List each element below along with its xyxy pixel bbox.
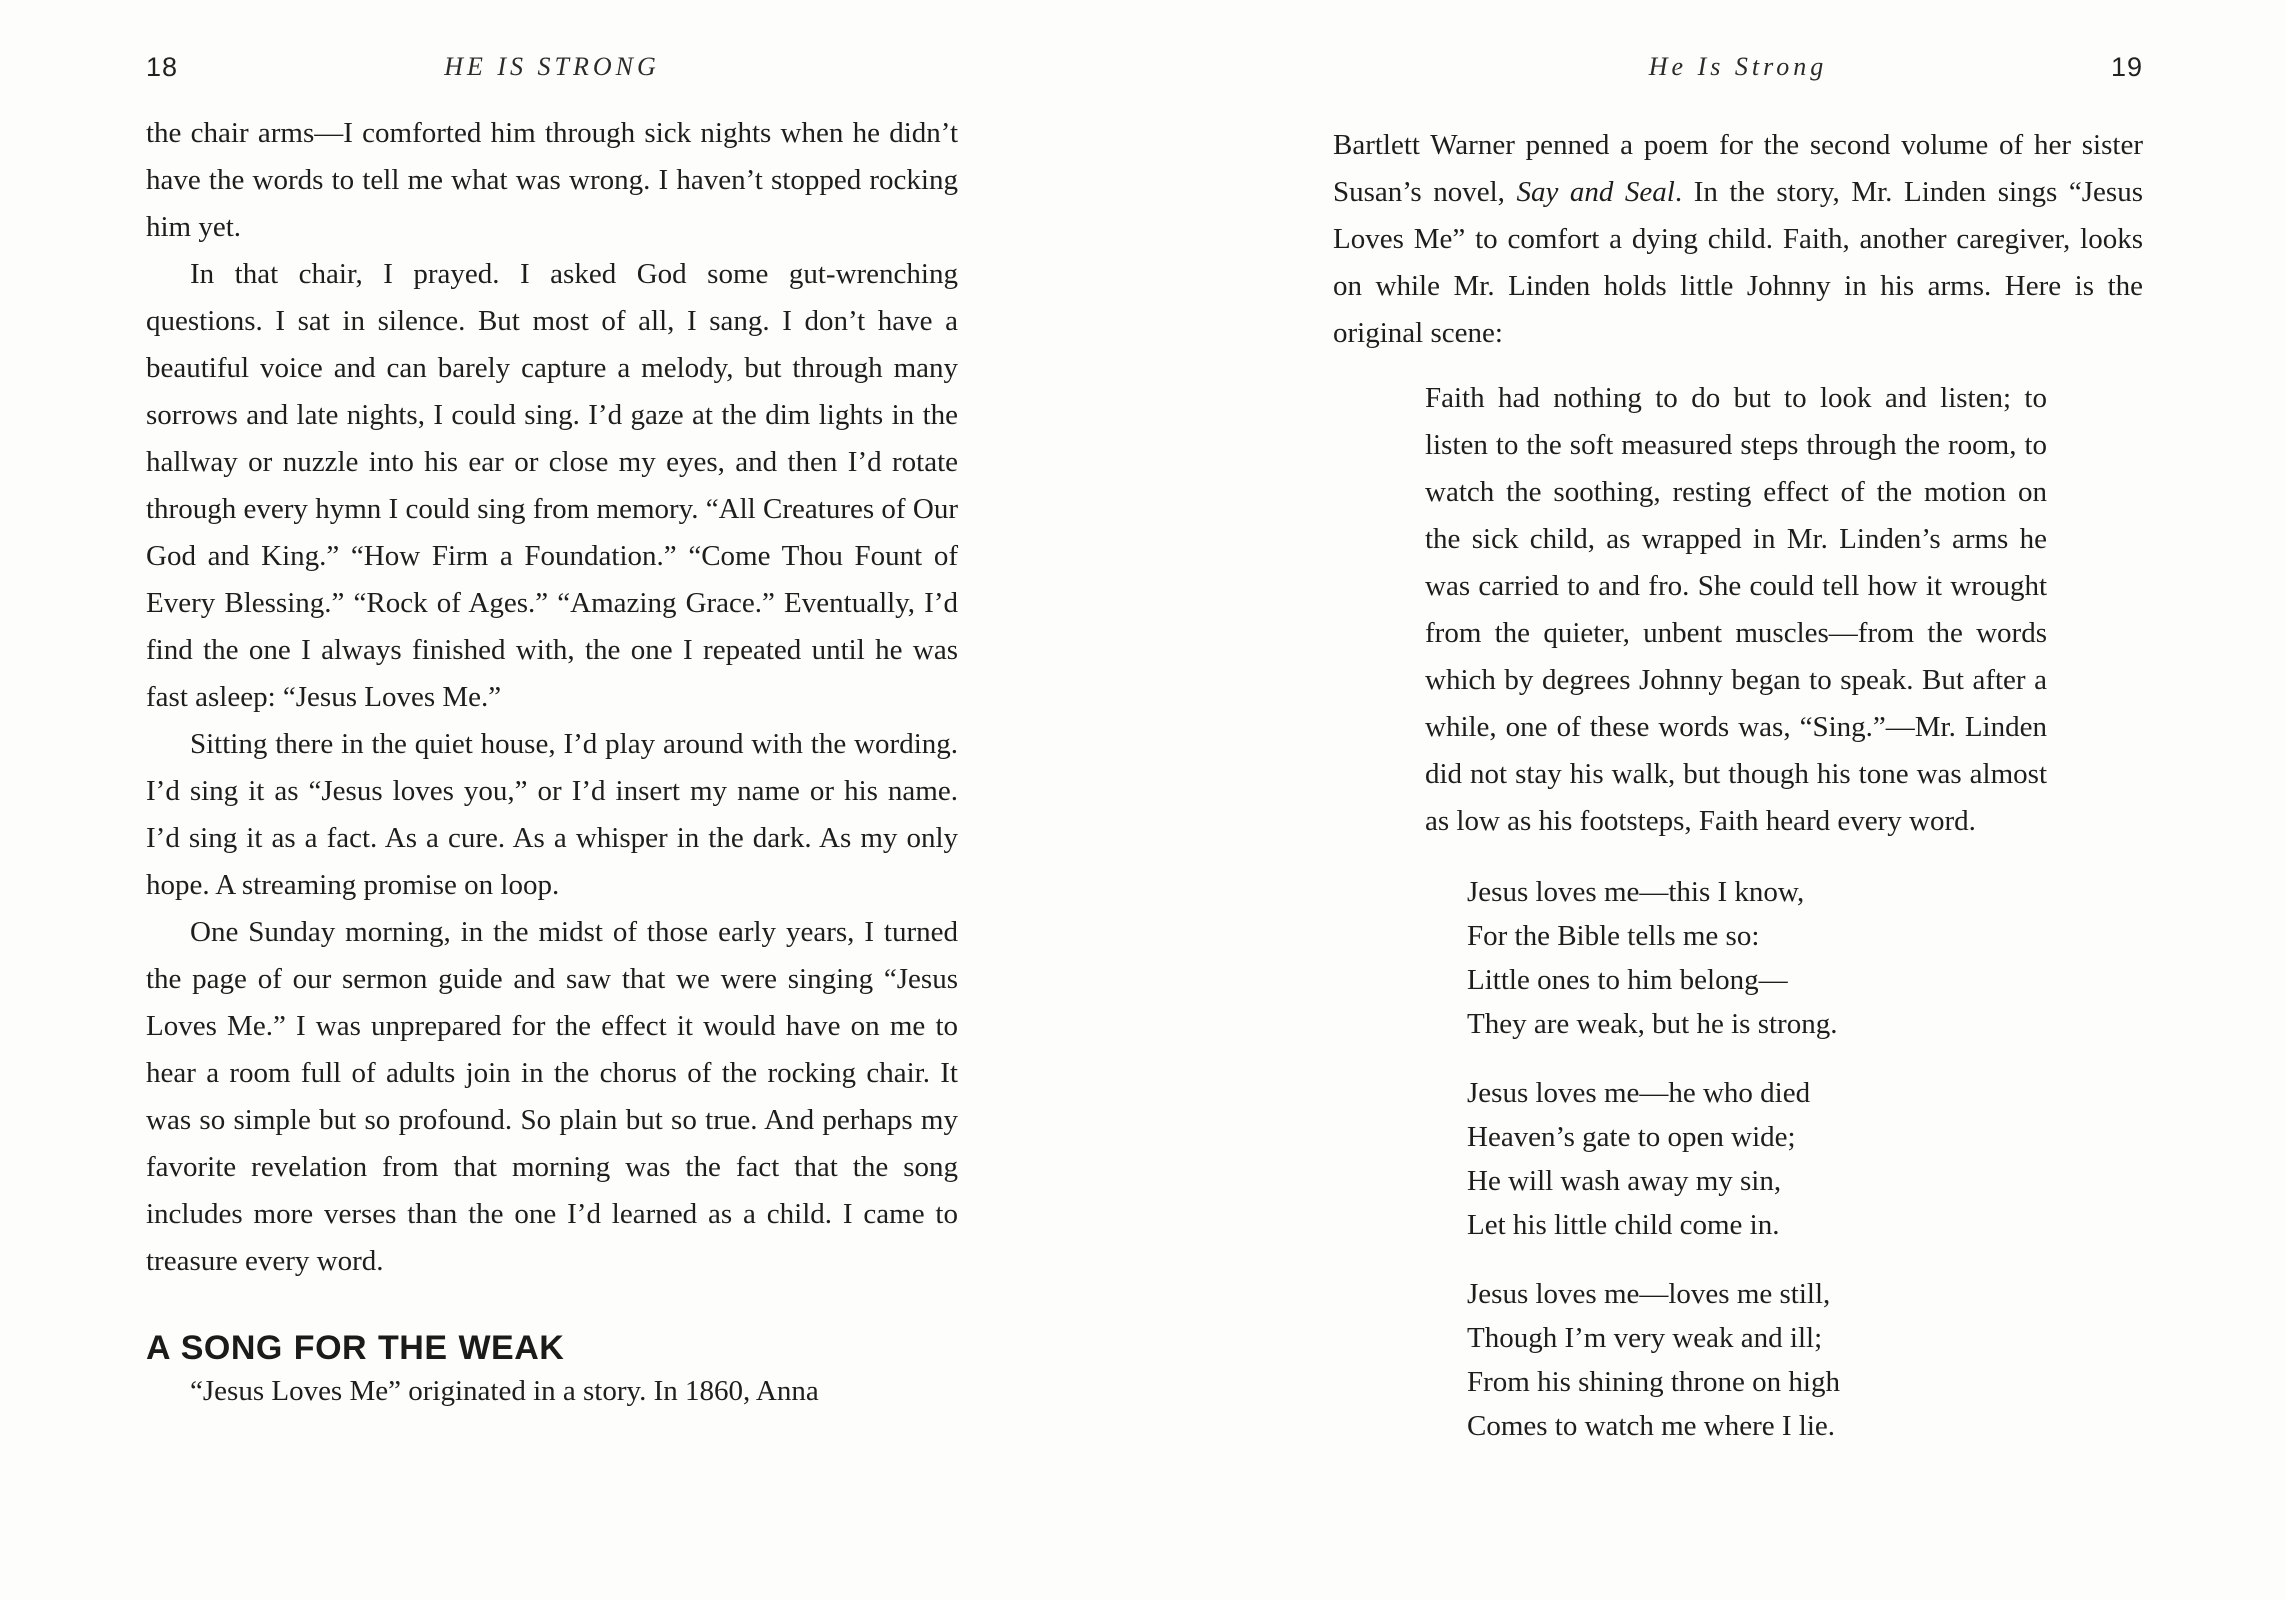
poem-stanza-3 bbox=[1467, 1272, 2143, 1448]
page-right bbox=[1143, 0, 2286, 1600]
poem-line: Though I’m very weak and ill; bbox=[1467, 1322, 1823, 1354]
poem-stanza-1 bbox=[1467, 870, 2143, 1046]
poem-line: Little ones to him belong— bbox=[1467, 964, 1788, 996]
poem-line: Jesus loves me—this I know, bbox=[1467, 876, 1805, 908]
block-quote: Faith had nothing to do but to look and listen; to listen to the soft measured steps through the room, to watch the soothing, resting effect of the motion on the sick child, as wrapped in Mr. Linden’s arms he was carried to and fro. She could tell how it wrought from the quieter, unbent muscles—from the words which by degrees Johnny began to speak. But after a while, one of these words was, “Sing.”—Mr. Linden did not stay his walk, but though his tone was almost as low as his footsteps, Faith heard every word. bbox=[1425, 382, 2047, 837]
poem-line: For the Bible tells me so: bbox=[1467, 920, 1760, 952]
running-head-right: He Is Strong bbox=[1648, 52, 1828, 81]
page-number-left: 18 bbox=[146, 52, 179, 82]
paragraph: One Sunday morning, in the midst of those early years, I turned the page of our sermon guide and saw that we were singing “Jesus Loves Me.” I was unprepared for the effect it would have on me to hear a room full of adults join in the chorus of the rocking chair. It was so simple but so profound. So plain but so true. And perhaps my favorite revelation from that morning was the fact that the song includes more verses than the one I’d learned as a child. I came to treasure every word. bbox=[146, 916, 958, 1277]
book-title-italic: Say and Seal bbox=[1516, 176, 1675, 208]
page-number-right: 19 bbox=[2110, 52, 2143, 82]
poem-line: He will wash away my sin, bbox=[1467, 1165, 1782, 1197]
poem-line: Jesus loves me—loves me still, bbox=[1467, 1278, 1831, 1310]
poem-stanza-2 bbox=[1467, 1071, 2143, 1247]
paragraph: “Jesus Loves Me” originated in a story. In 1860, Anna bbox=[190, 1375, 819, 1407]
paragraph: the chair arms—I comforted him through sick nights when he didn’t have the words to tell me what was wrong. I haven’t stopped rocking him yet. bbox=[146, 117, 958, 243]
page-left-body bbox=[146, 110, 958, 1415]
paragraph-text: Bartlett Warner penned a poem for the second volume of her sister Susan’s novel, bbox=[1333, 129, 2143, 208]
poem-line: Let his little child come in. bbox=[1467, 1209, 1780, 1241]
running-head-left: HE IS STRONG bbox=[444, 52, 660, 81]
poem-line: Heaven’s gate to open wide; bbox=[1467, 1121, 1796, 1153]
paragraph-text: . In the story, Mr. Linden sings “Jesus Loves Me” to comfort a dying child. Faith, another caregiver, looks on while Mr. Linden holds little Johnny in his arms. Here is the original scene: bbox=[1333, 176, 2143, 349]
paragraph: In that chair, I prayed. I asked God some gut-wrenching questions. I sat in silence. But most of all, I sang. I don’t have a beautiful voice and can barely capture a melody, but through many sorrows and late nights, I could sing. I’d gaze at the dim lights in the hallway or nuzzle into his ear or close my eyes, and then I’d rotate through every hymn I could sing from memory. “All Creatures of Our God and King.” “How Firm a Foundation.” “Come Thou Fount of Every Blessing.” “Rock of Ages.” “Amazing Grace.” Eventually, I’d find the one I always finished with, the one I repeated until he was fast asleep: “Jesus Loves Me.” bbox=[146, 258, 958, 713]
paragraph bbox=[1333, 122, 2143, 357]
page-right-body bbox=[1333, 122, 2143, 1448]
poem-line: Comes to watch me where I lie. bbox=[1467, 1410, 1836, 1442]
poem-line: They are weak, but he is strong. bbox=[1467, 1008, 1838, 1040]
page-left-header bbox=[146, 52, 958, 86]
poem-line: Jesus loves me—he who died bbox=[1467, 1077, 1811, 1109]
paragraph: Sitting there in the quiet house, I’d play around with the wording. I’d sing it as “Jesus loves you,” or I’d insert my name or his name. I’d sing it as a fact. As a cure. As a whisper in the dark. As my only hope. A streaming promise on loop. bbox=[146, 728, 958, 901]
poem bbox=[1467, 870, 2143, 1448]
section-heading: A SONG FOR THE WEAK bbox=[146, 1329, 565, 1367]
poem-line: From his shining throne on high bbox=[1467, 1366, 1840, 1398]
page-right-header bbox=[1333, 52, 2143, 86]
